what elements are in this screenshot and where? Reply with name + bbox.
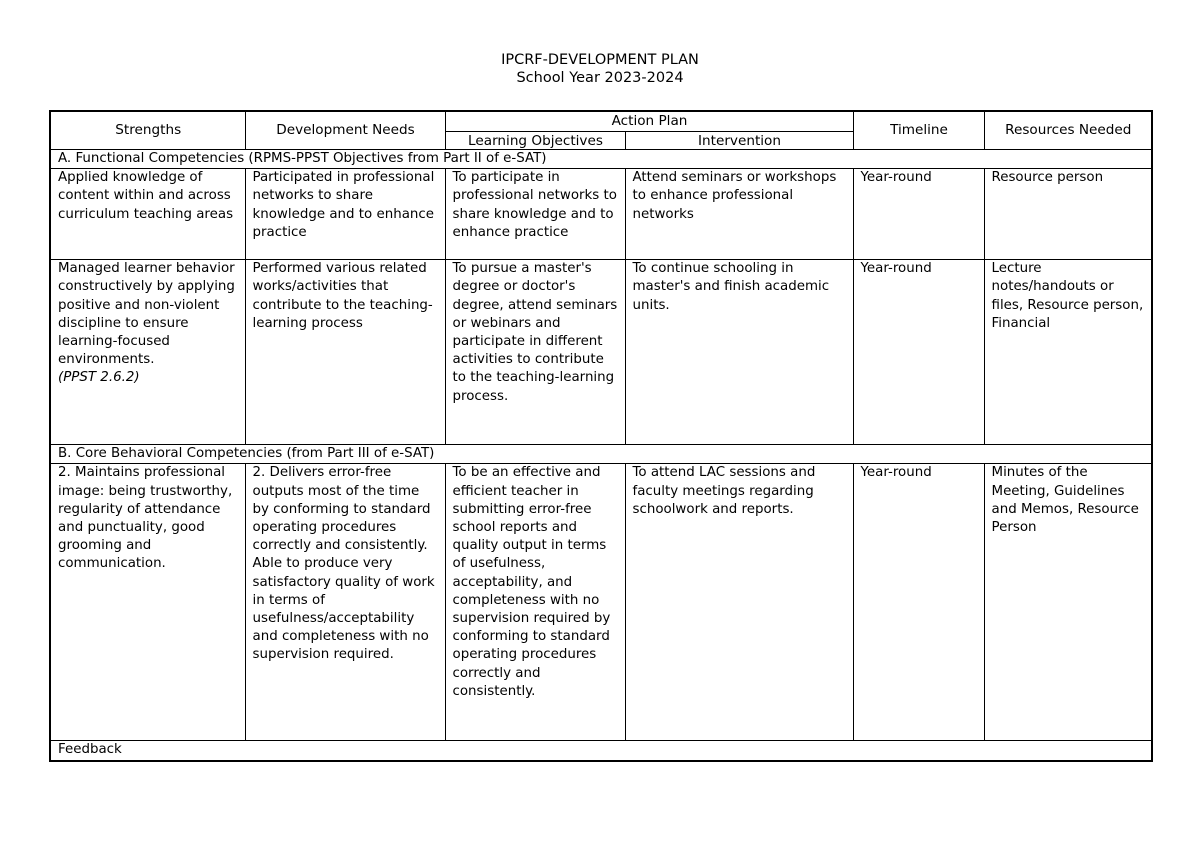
learning-objective-cell: To participate in professional networks to share knowledge and to enhance practice: [445, 169, 625, 260]
intervention-cell: To attend LAC sessions and faculty meetings regarding schoolwork and reports.: [625, 464, 853, 741]
header-development-needs: Development Needs: [245, 111, 445, 150]
resources-cell: Minutes of the Meeting, Guidelines and Memos, Resource Person: [984, 464, 1152, 741]
learning-objective-cell: To be an effective and efficient teacher in submitting error-free school reports and quality output in terms of usefulness, acceptability, and completeness with no supervision required by conforming to standard operating procedures correctly and consistently.: [445, 464, 625, 741]
development-need-cell: Performed various related works/activities that contribute to the teaching-learning process: [245, 260, 445, 445]
document-title: [0, 51, 1200, 87]
table-row: [50, 169, 1152, 260]
strength-text: Managed learner behavior constructively by applying positive and non-violent discipline to ensure learning-focused environments.: [58, 261, 235, 368]
ppst-reference: (PPST 2.6.2): [58, 370, 140, 386]
intervention-cell: Attend seminars or workshops to enhance professional networks: [625, 169, 853, 260]
timeline-cell: Year-round: [853, 464, 984, 741]
development-plan-table: [49, 110, 1153, 762]
header-intervention: Intervention: [625, 132, 853, 150]
intervention-cell: To continue schooling in master's and finish academic units.: [625, 260, 853, 445]
resources-cell: Lecture notes/handouts or files, Resource person, Financial: [984, 260, 1152, 445]
strength-cell: 2. Maintains professional image: being trustworthy, regularity of attendance and punctuality, good grooming and communication.: [50, 464, 245, 741]
section-row-a: [50, 150, 1152, 169]
title-line-1: IPCRF-DEVELOPMENT PLAN: [501, 52, 699, 68]
development-need-cell: 2. Delivers error-free outputs most of the time by conforming to standard operating procedures correctly and consistently. Able to produce very satisfactory quality of work in terms of usefulness/acceptability and completeness with no supervision required.: [245, 464, 445, 741]
section-a-label: A. Functional Competencies (RPMS-PPST Objectives from Part II of e-SAT): [50, 150, 1152, 169]
timeline-cell: Year-round: [853, 169, 984, 260]
learning-objective-cell: To pursue a master's degree or doctor's degree, attend seminars or webinars and participate in different activities to contribute to the teaching-learning process.: [445, 260, 625, 445]
strength-cell: [50, 260, 245, 445]
development-need-cell: Participated in professional networks to share knowledge and to enhance practice: [245, 169, 445, 260]
feedback-row: [50, 741, 1152, 761]
table-row: [50, 464, 1152, 741]
header-resources-needed: Resources Needed: [984, 111, 1152, 150]
header-strengths: Strengths: [50, 111, 245, 150]
header-learning-objectives: Learning Objectives: [445, 132, 625, 150]
feedback-label: Feedback: [50, 741, 1152, 761]
timeline-cell: Year-round: [853, 260, 984, 445]
section-row-b: [50, 445, 1152, 464]
strength-cell: Applied knowledge of content within and across curriculum teaching areas: [50, 169, 245, 260]
section-b-label: B. Core Behavioral Competencies (from Part III of e-SAT): [50, 445, 1152, 464]
resources-cell: Resource person: [984, 169, 1152, 260]
header-timeline: Timeline: [853, 111, 984, 150]
header-row-top: [50, 111, 1152, 132]
title-line-2: School Year 2023-2024: [516, 70, 684, 86]
header-action-plan: Action Plan: [445, 111, 853, 132]
table-row: [50, 260, 1152, 445]
